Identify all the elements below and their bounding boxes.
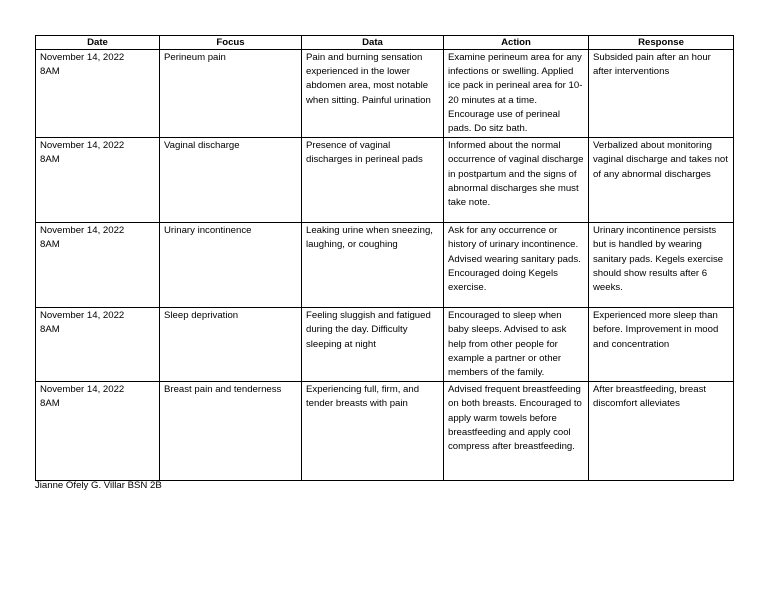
header-row	[36, 36, 734, 50]
action-cell: Advised frequent breastfeeding on both breasts. Encouraged to apply warm towels before breastfeeding and apply cool compress after breastfeeding.	[444, 382, 589, 481]
table-row	[36, 138, 734, 223]
date-cell	[36, 50, 160, 138]
data-cell: Pain and burning sensation experienced in the lower abdomen area, most notable when sitting. Painful urination	[302, 50, 444, 138]
date-text: November 14, 2022	[40, 225, 125, 237]
focus-cell: Sleep deprivation	[160, 308, 302, 382]
focus-cell: Urinary incontinence	[160, 223, 302, 308]
date-cell	[36, 308, 160, 382]
time-text: 8AM	[40, 324, 60, 336]
focus-cell: Breast pain and tenderness	[160, 382, 302, 481]
author-footer: Jianne Ofely G. Villar BSN 2B	[35, 480, 162, 491]
date-text: November 14, 2022	[40, 310, 125, 322]
focus-cell: Vaginal discharge	[160, 138, 302, 223]
nursing-notes-table	[35, 35, 734, 481]
response-cell: Experienced more sleep than before. Improvement in mood and concentration	[589, 308, 734, 382]
header-date: Date	[36, 36, 160, 50]
header-data: Data	[302, 36, 444, 50]
data-cell: Leaking urine when sneezing, laughing, or coughing	[302, 223, 444, 308]
date-text: November 14, 2022	[40, 384, 125, 396]
time-text: 8AM	[40, 154, 60, 166]
time-text: 8AM	[40, 398, 60, 410]
table-row	[36, 223, 734, 308]
time-text: 8AM	[40, 239, 60, 251]
date-text: November 14, 2022	[40, 140, 125, 152]
response-cell: Verbalized about monitoring vaginal discharge and takes not of any abnormal discharges	[589, 138, 734, 223]
table-row	[36, 382, 734, 481]
action-cell: Ask for any occurrence or history of urinary incontinence. Advised wearing sanitary pads. Encouraged doing Kegels exercise.	[444, 223, 589, 308]
date-cell	[36, 223, 160, 308]
data-cell: Presence of vaginal discharges in perineal pads	[302, 138, 444, 223]
header-action: Action	[444, 36, 589, 50]
response-cell: Subsided pain after an hour after interventions	[589, 50, 734, 138]
response-cell: Urinary incontinence persists but is handled by wearing sanitary pads. Kegels exercise should show results after 6 weeks.	[589, 223, 734, 308]
date-text: November 14, 2022	[40, 52, 125, 63]
date-cell	[36, 382, 160, 481]
action-cell: Informed about the normal occurrence of vaginal discharge in postpartum and the signs of abnormal discharges she must take note.	[444, 138, 589, 223]
data-cell: Feeling sluggish and fatigued during the day. Difficulty sleeping at night	[302, 308, 444, 382]
time-text: 8AM	[40, 66, 60, 78]
header-focus: Focus	[160, 36, 302, 50]
focus-cell: Perineum pain	[160, 50, 302, 138]
table-row	[36, 308, 734, 382]
response-cell: After breastfeeding, breast discomfort alleviates	[589, 382, 734, 481]
action-cell: Encouraged to sleep when baby sleeps. Advised to ask help from other people for example a partner or other members of the family.	[444, 308, 589, 382]
action-cell: Examine perineum area for any infections or swelling. Applied ice pack in perineal area for 10-20 minutes at a time. Encourage use of perineal pads. Do sitz bath.	[444, 50, 589, 138]
date-cell	[36, 138, 160, 223]
data-cell: Experiencing full, firm, and tender breasts with pain	[302, 382, 444, 481]
table-row	[36, 50, 734, 138]
header-response: Response	[589, 36, 734, 50]
